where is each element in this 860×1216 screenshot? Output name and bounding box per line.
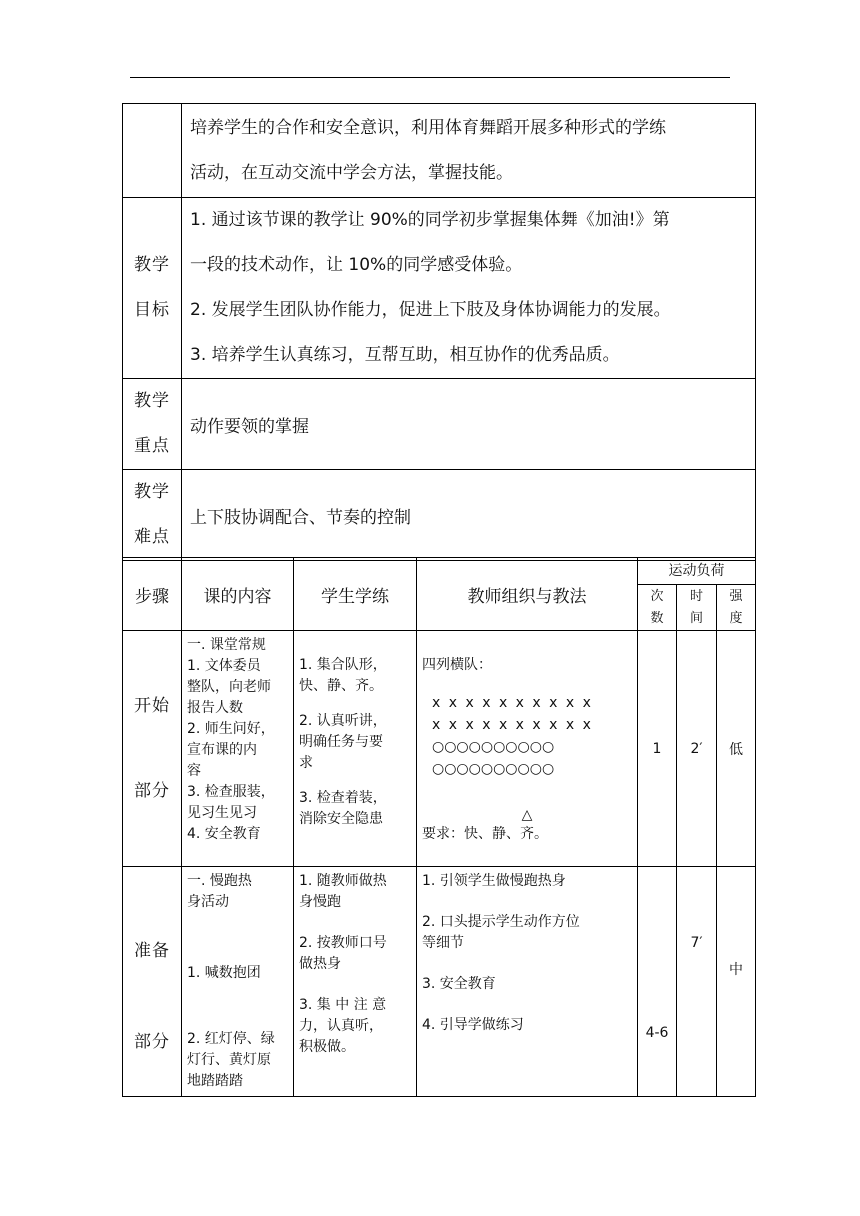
content-line: 一. 课堂常规 bbox=[187, 637, 266, 653]
student-line: 积极做。 bbox=[299, 1039, 355, 1055]
content-line: 2. 红灯停、绿 bbox=[187, 1031, 275, 1047]
intro-line: 培养学生的合作和安全意识，利用体育舞蹈开展多种形式的学练 bbox=[190, 117, 666, 138]
intro-line: 活动，在互动交流中学会方法，掌握技能。 bbox=[190, 162, 513, 183]
header-part: 数 bbox=[650, 610, 664, 626]
start-teacher bbox=[417, 631, 638, 867]
header-time bbox=[677, 585, 717, 631]
header-rule bbox=[130, 77, 730, 78]
header-part: 强 bbox=[729, 588, 743, 604]
intro-label-cell bbox=[123, 104, 182, 198]
formation-row: ○○○○○○○○○○ bbox=[432, 739, 555, 755]
content-line: 地踏踏踏 bbox=[187, 1073, 243, 1089]
label-part: 教学 bbox=[134, 482, 170, 502]
objective-line: 3. 培养学生认真练习，互帮互助，相互协作的优秀品质。 bbox=[190, 345, 620, 365]
objectives-row bbox=[123, 198, 756, 379]
header-part: 度 bbox=[729, 610, 743, 626]
start-row bbox=[123, 631, 756, 867]
start-student bbox=[294, 631, 417, 867]
header-content: 课的内容 bbox=[182, 558, 294, 631]
key-point-text: 动作要领的掌握 bbox=[182, 379, 756, 470]
student-line: 2. 按教师口号 bbox=[299, 935, 387, 951]
label-part: 目标 bbox=[134, 300, 170, 320]
formation-row: ○○○○○○○○○○ bbox=[432, 761, 555, 777]
step-part: 部分 bbox=[134, 780, 170, 801]
content-line: 见习生见习 bbox=[187, 805, 257, 821]
header-intensity bbox=[717, 585, 756, 631]
student-line: 明确任务与要 bbox=[299, 734, 383, 750]
key-point-label bbox=[123, 379, 182, 470]
objective-line: 2. 发展学生团队协作能力，促进上下肢及身体协调能力的发展。 bbox=[190, 300, 671, 320]
goals-table bbox=[122, 103, 756, 561]
key-point-row bbox=[123, 379, 756, 470]
student-line: 3. 集 中 注 意 bbox=[299, 997, 387, 1013]
student-line: 2. 认真听讲， bbox=[299, 713, 387, 729]
prep-step bbox=[123, 867, 182, 1097]
student-line: 消除安全隐患 bbox=[299, 811, 383, 827]
student-line: 3. 检查着装， bbox=[299, 790, 387, 806]
content-line: 整队，向老师 bbox=[187, 679, 271, 695]
difficulty-row bbox=[123, 470, 756, 561]
objectives-text bbox=[182, 198, 756, 379]
content-line: 宣布课的内 bbox=[187, 742, 257, 758]
header-step: 步骤 bbox=[123, 558, 182, 631]
teacher-line: 等细节 bbox=[422, 935, 464, 951]
header-count bbox=[638, 585, 677, 631]
header-part: 时 bbox=[689, 588, 703, 604]
prep-count: 4-6 bbox=[638, 867, 677, 1097]
content-line: 容 bbox=[187, 763, 201, 779]
header-student: 学生学练 bbox=[294, 558, 417, 631]
label-part: 难点 bbox=[134, 527, 170, 547]
prep-intensity: 中 bbox=[717, 867, 756, 1097]
objectives-label bbox=[123, 198, 182, 379]
teacher-line: 1. 引领学生做慢跑热身 bbox=[422, 873, 566, 889]
prep-time: 7′ bbox=[677, 867, 717, 1097]
start-content bbox=[182, 631, 294, 867]
objective-line: 一段的技术动作，让 10%的同学感受体验。 bbox=[190, 255, 523, 275]
difficulty-label bbox=[123, 470, 182, 561]
step-part: 开始 bbox=[134, 695, 170, 716]
step-part: 准备 bbox=[134, 940, 170, 961]
student-line: 求 bbox=[299, 755, 313, 771]
lesson-table bbox=[122, 557, 756, 1097]
header-part: 次 bbox=[650, 588, 664, 604]
content-line: 一. 慢跑热 bbox=[187, 873, 252, 889]
teacher-line: 3. 安全教育 bbox=[422, 976, 496, 992]
teacher-position-icon: △ bbox=[521, 807, 533, 823]
label-part: 教学 bbox=[134, 391, 170, 411]
content-line: 1. 喊数抱团 bbox=[187, 965, 261, 981]
content-line: 报告人数 bbox=[187, 700, 243, 716]
header-teacher: 教师组织与教法 bbox=[417, 558, 638, 631]
start-intensity: 低 bbox=[717, 631, 756, 867]
header-load: 运动负荷 bbox=[638, 558, 756, 585]
objective-line: 1. 通过该节课的教学让 90%的同学初步掌握集体舞《加油!》第 bbox=[190, 210, 670, 230]
prep-teacher bbox=[417, 867, 638, 1097]
intro-text-cell bbox=[182, 104, 756, 198]
header-row bbox=[123, 558, 756, 585]
label-part: 教学 bbox=[134, 255, 170, 275]
student-line: 快、静、齐。 bbox=[299, 678, 383, 694]
formation-row: x x x x x x x x x x bbox=[432, 695, 593, 711]
teacher-line: 2. 口头提示学生动作方位 bbox=[422, 914, 580, 930]
start-step bbox=[123, 631, 182, 867]
student-line: 做热身 bbox=[299, 956, 341, 972]
difficulty-text: 上下肢协调配合、节奏的控制 bbox=[182, 470, 756, 561]
student-line: 身慢跑 bbox=[299, 894, 341, 910]
formation-title: 四列横队： bbox=[422, 657, 492, 673]
formation-requirement: 要求：快、静、齐。 bbox=[422, 826, 548, 842]
intro-row bbox=[123, 104, 756, 198]
teacher-line: 4. 引导学做练习 bbox=[422, 1017, 524, 1033]
content-line: 身活动 bbox=[187, 894, 229, 910]
student-line: 1. 随教师做热 bbox=[299, 873, 387, 889]
step-part: 部分 bbox=[134, 1031, 170, 1052]
prep-row bbox=[123, 867, 756, 1097]
student-line: 1. 集合队形， bbox=[299, 657, 387, 673]
content-line: 2. 师生问好， bbox=[187, 721, 275, 737]
prep-content bbox=[182, 867, 294, 1097]
formation-row: x x x x x x x x x x bbox=[432, 717, 593, 733]
label-part: 重点 bbox=[134, 436, 170, 456]
content-line: 灯行、黄灯原 bbox=[187, 1052, 271, 1068]
student-line: 力，认真听， bbox=[299, 1018, 383, 1034]
prep-student bbox=[294, 867, 417, 1097]
start-time: 2′ bbox=[677, 631, 717, 867]
content-line: 4. 安全教育 bbox=[187, 826, 261, 842]
content-line: 1. 文体委员 bbox=[187, 658, 261, 674]
content-line: 3. 检查服装， bbox=[187, 784, 275, 800]
header-part: 间 bbox=[689, 610, 703, 626]
start-count: 1 bbox=[638, 631, 677, 867]
